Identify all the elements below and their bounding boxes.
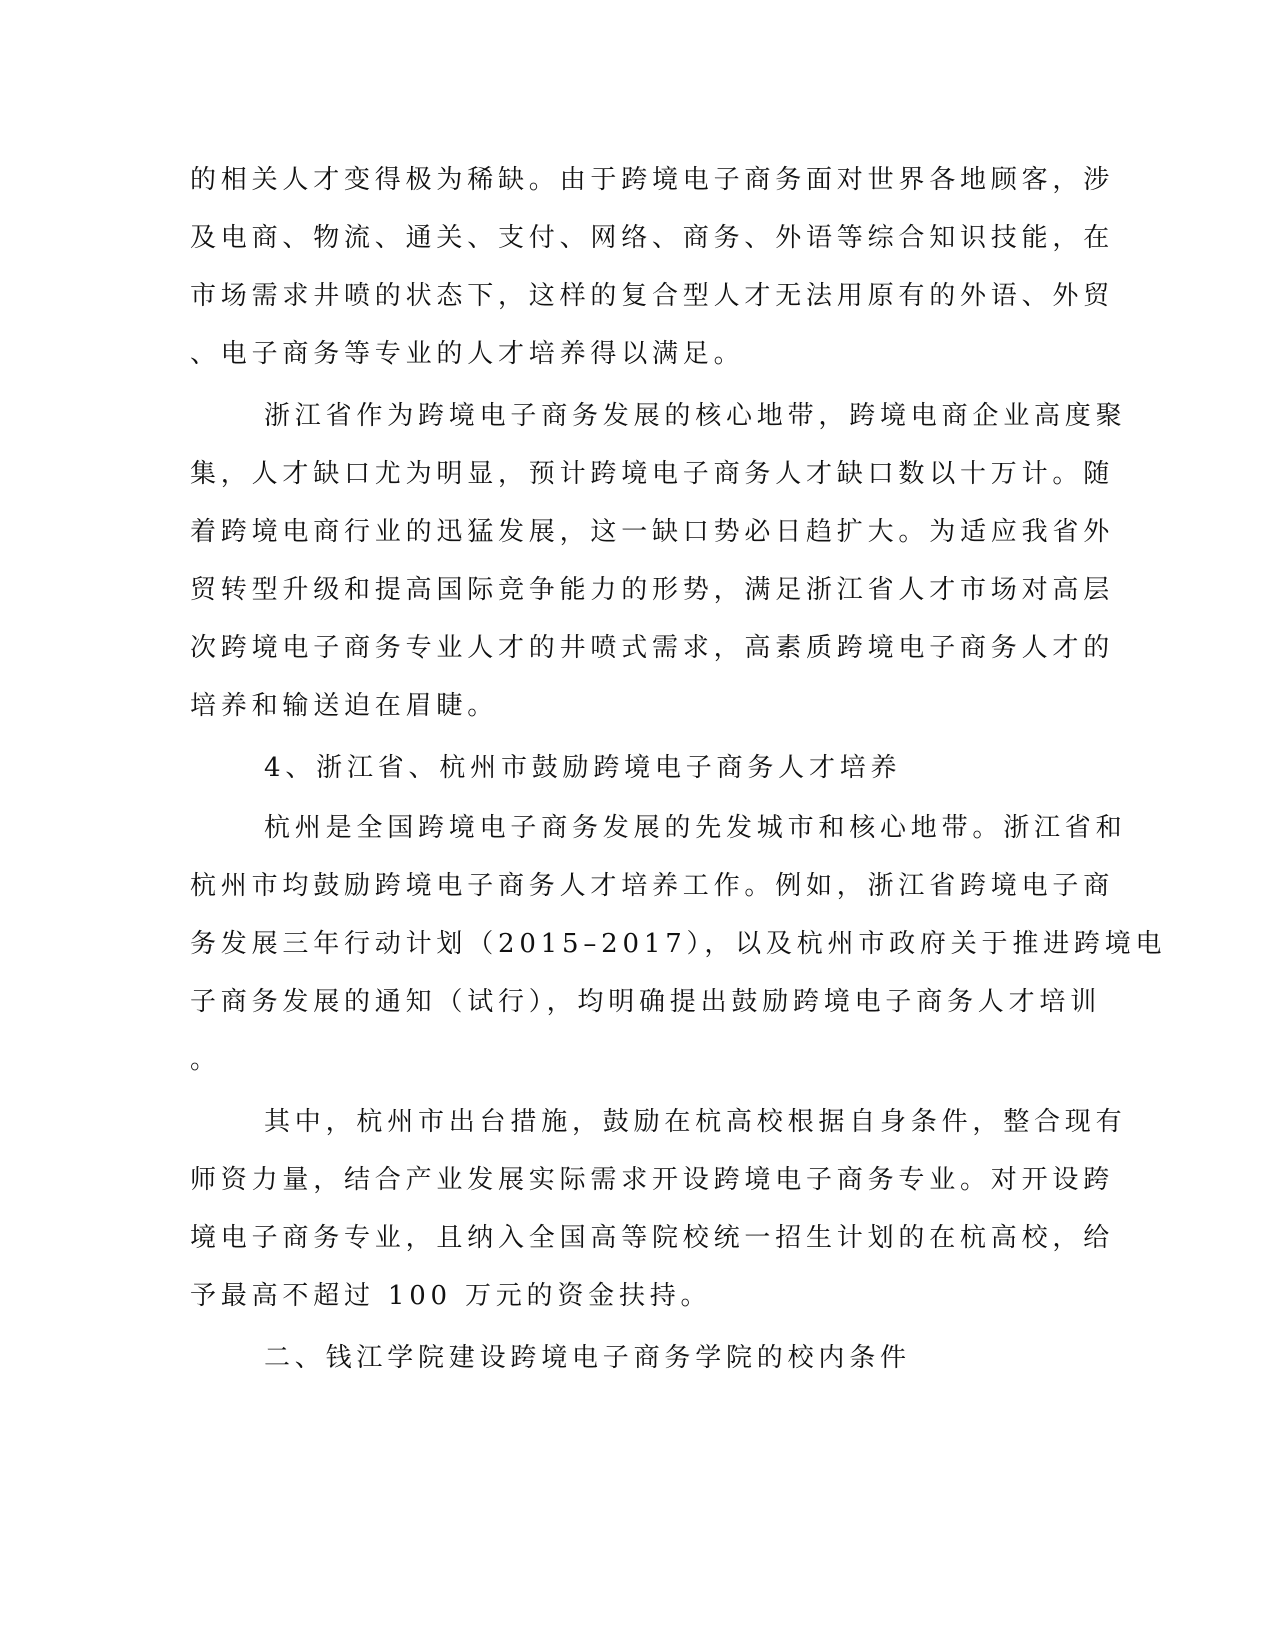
- paragraph-line: 予最高不超过 100 万元的资金扶持。: [190, 1281, 712, 1311]
- paragraph-line: 的相关人才变得极为稀缺。由于跨境电子商务面对世界各地顾客，涉: [190, 165, 1115, 195]
- paragraph-line: 、电子商务等专业的人才培养得以满足。: [190, 339, 745, 369]
- paragraph-line: 师资力量，结合产业发展实际需求开设跨境电子商务专业。对开设跨: [190, 1165, 1115, 1195]
- paragraph-line: 杭州市均鼓励跨境电子商务人才培养工作。例如，浙江省跨境电子商: [190, 871, 1115, 901]
- paragraph-line: 子商务发展的通知（试行），均明确提出鼓励跨境电子商务人才培训: [190, 987, 1102, 1017]
- paragraph-line: 务发展三年行动计划（2015–2017），以及杭州市政府关于推进跨境电: [190, 929, 1167, 959]
- paragraph-line: 其中，杭州市出台措施，鼓励在杭高校根据自身条件，整合现有: [264, 1107, 1127, 1137]
- paragraph-line: 着跨境电商行业的迅猛发展，这一缺口势必日趋扩大。为适应我省外: [190, 517, 1115, 547]
- paragraph-line: 次跨境电子商务专业人才的井喷式需求，高素质跨境电子商务人才的: [190, 633, 1115, 663]
- paragraph-line: 境电子商务专业，且纳入全国高等院校统一招生计划的在杭高校，给: [190, 1223, 1115, 1253]
- paragraph-line: 培养和输送迫在眉睫。: [190, 691, 499, 721]
- paragraph-line: 浙江省作为跨境电子商务发展的核心地带，跨境电商企业高度聚: [264, 401, 1127, 431]
- paragraph-line: 集，人才缺口尤为明显，预计跨境电子商务人才缺口数以十万计。随: [190, 459, 1115, 489]
- section-heading: 4、浙江省、杭州市鼓励跨境电子商务人才培养: [264, 753, 902, 783]
- section-heading: 二、钱江学院建设跨境电子商务学院的校内条件: [264, 1343, 911, 1373]
- paragraph-line: 贸转型升级和提高国际竞争能力的形势，满足浙江省人才市场对高层: [190, 575, 1115, 605]
- paragraph-line: 市场需求井喷的状态下，这样的复合型人才无法用原有的外语、外贸: [190, 281, 1115, 311]
- paragraph-line: 。: [190, 1045, 221, 1075]
- paragraph-line: 及电商、物流、通关、支付、网络、商务、外语等综合知识技能，在: [190, 223, 1115, 253]
- paragraph-line: 杭州是全国跨境电子商务发展的先发城市和核心地带。浙江省和: [264, 813, 1127, 843]
